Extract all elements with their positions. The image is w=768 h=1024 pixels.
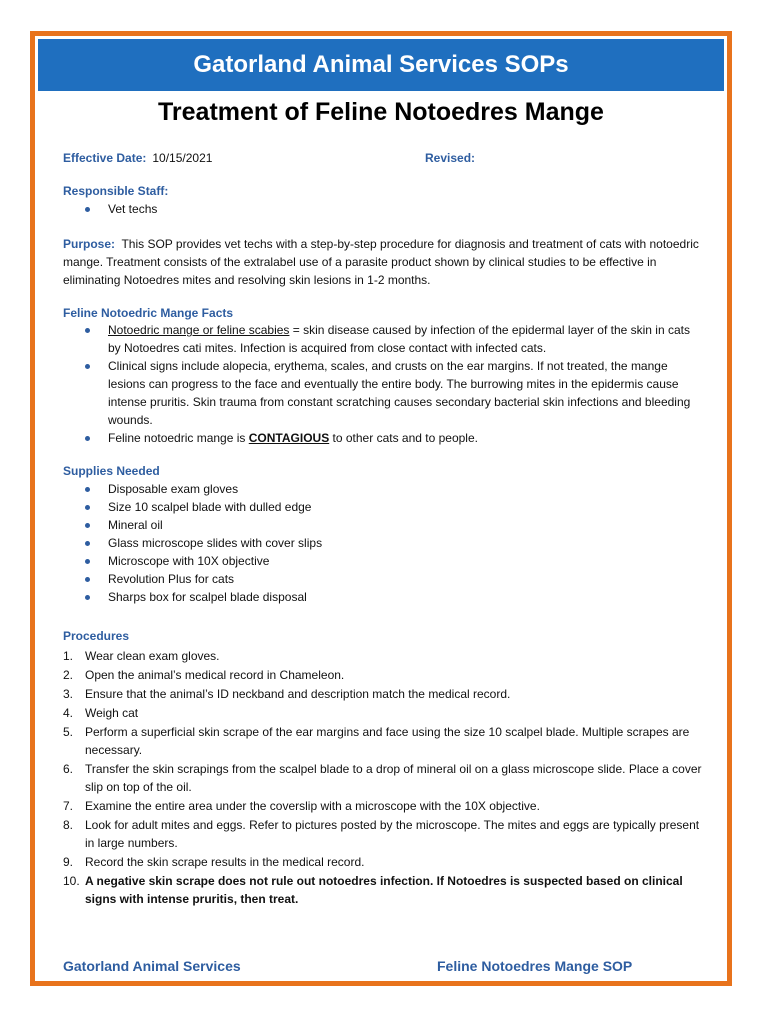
revised-date [425,150,475,166]
list-item: 9. Record the skin scrape results in the medical record. [63,855,365,869]
revised-label: Revised: [425,151,476,165]
document-title: Treatment of Feline Notoedres Mange [158,98,604,126]
bullet-icon [85,559,90,564]
bullet-icon [85,207,90,212]
list-item: 1. Wear clean exam gloves. [63,649,220,663]
bullet-icon [85,328,90,333]
list-item: Notoedric mange or feline scabies = skin disease caused by infection of the epidermal layer of the skin in cats by Notoedres cati mites. Infection is acquired from close contact with infected cats. [63,321,699,357]
footer-organization: Gatorland Animal Services [63,958,241,974]
supplies-heading: Supplies Needed [63,464,160,478]
list-item: Size 10 scalpel blade with dulled edge [63,498,703,516]
supplies-list [63,480,703,606]
banner-title: Gatorland Animal Services SOPs [38,39,724,91]
list-item: 3. Ensure that the animal’s ID neckband and description match the medical record. [63,687,511,701]
responsible-staff-heading: Responsible Staff: [63,184,169,198]
list-item: 7. Examine the entire area under the coverslip with a microscope with the 10X objective. [63,799,540,813]
facts-list [63,321,699,447]
list-item: Glass microscope slides with cover slips [63,534,703,552]
list-item: Sharps box for scalpel blade disposal [63,588,703,606]
bullet-icon [85,436,90,441]
procedures-list [63,647,703,909]
bullet-icon [85,523,90,528]
procedures-heading: Procedures [63,629,130,643]
facts-heading: Feline Notoedric Mange Facts [63,306,234,320]
bullet-icon [85,541,90,546]
list-item: 2. Open the animal’s medical record in Chameleon. [63,668,345,682]
effective-date-label: Effective Date: [63,151,147,165]
purpose-label: Purpose: [63,237,116,251]
bullet-icon [85,505,90,510]
responsible-staff-list [63,200,703,218]
list-item: 5. Perform a superficial skin scrape of the ear margins and face using the size 10 scalpel blade. Multiple scrapes are necessary. [63,725,690,757]
footer-document-name: Feline Notoedres Mange SOP [437,958,633,974]
bullet-icon [85,487,90,492]
list-item: Mineral oil [63,516,703,534]
list-item: Vet techs [63,200,703,218]
purpose-paragraph [63,235,699,289]
list-item: 8. Look for adult mites and eggs. Refer to pictures posted by the microscope. The mites and eggs are typically present in large numbers. [63,818,700,850]
bullet-icon [85,577,90,582]
bullet-icon [85,595,90,600]
list-item: Clinical signs include alopecia, erythema, scales, and crusts on the ear margins. If not treated, the mange lesions can progress to the face and eventually the entire body. The burrowing mites in the epidermis cause intense pruritis. Skin trauma from constant scratching causes secondary bacterial skin infections and bleeding wounds. [63,357,699,429]
list-item: 4. Weigh cat [63,706,139,720]
list-item: Feline notoedric mange is CONTAGIOUS to other cats and to people. [63,429,699,447]
list-item: Disposable exam gloves [63,480,703,498]
list-item: Revolution Plus for cats [63,570,703,588]
bullet-icon [85,364,90,369]
effective-date-value: 10/15/2021 [152,151,213,165]
effective-date [63,150,212,166]
purpose-text: This SOP provides vet techs with a step-by-step procedure for diagnosis and treatment of cats with notoedric mange. Treatment consists of the extralabel use of a parasite product shown by clinical studies to be effective in eliminating Notoedres mites and resolving skin lesions in 1-2 months. [63,237,699,287]
list-item: 10. A negative skin scrape does not rule out notoedres infection. If Notoedres is suspected based on clinical signs with intense pruritis, then treat. [63,874,683,906]
list-item: Microscope with 10X objective [63,552,703,570]
list-item: 6. Transfer the skin scrapings from the scalpel blade to a drop of mineral oil on a glass microscope slide. Place a cover slip on top of the oil. [63,762,702,794]
